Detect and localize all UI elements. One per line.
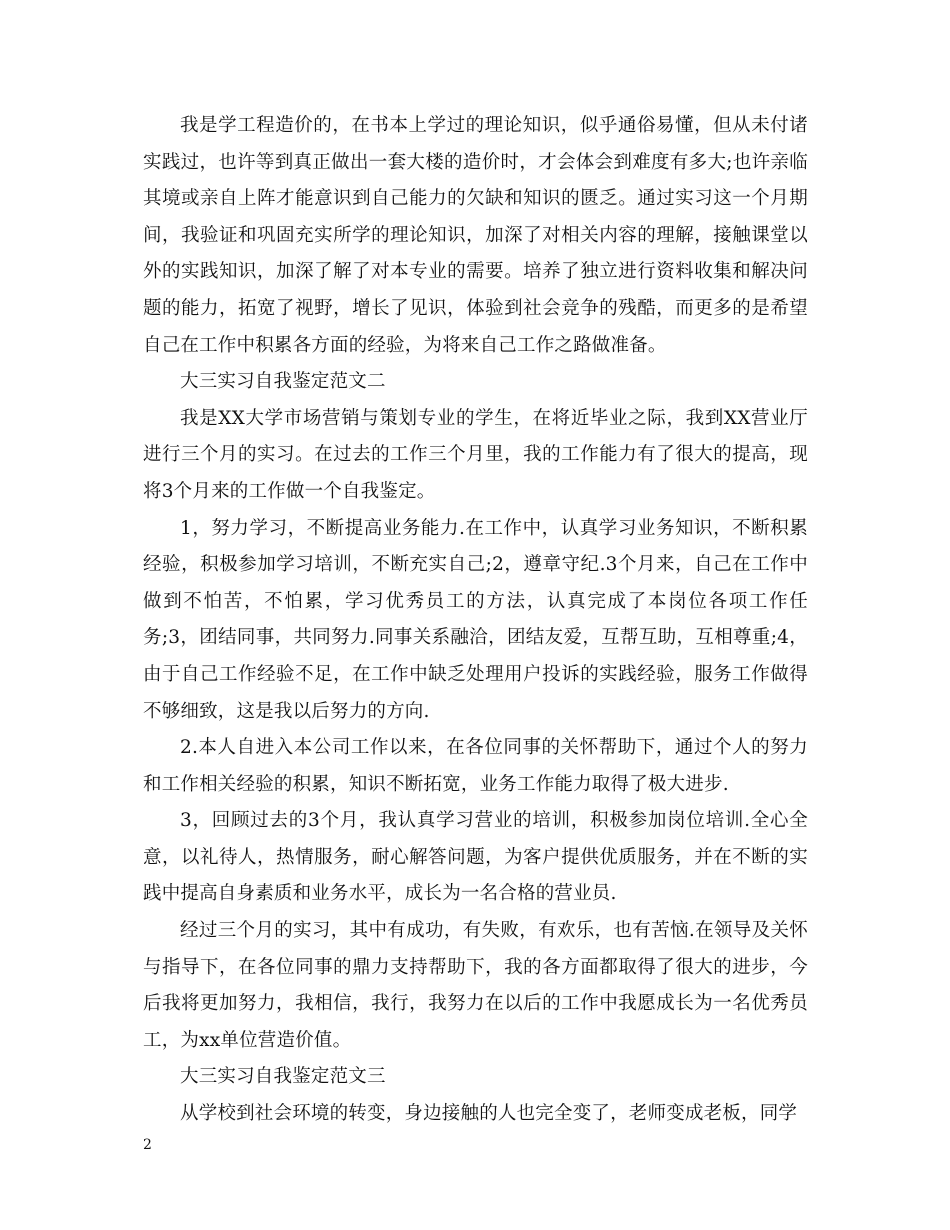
paragraph-point-one: 1，努力学习，不断提高业务能力.在工作中，认真学习业务知识，不断积累经验，积极参加学习培训，不断充实自己;2，遵章守纪.3个月来，自己在工作中做到不怕苦，不怕累，学习优秀员工的方法，认真完成了本岗位各项工作任务;3，团结同事，共同努力.同事关系融洽，团结友爱，互帮互助，互相尊重;4，由于自己工作经验不足，在工作中缺乏处理用户投诉的实践经验，服务工作做得不够细致，这是我以后努力的方向. — [143, 517, 808, 722]
page-number: 2 — [143, 1137, 152, 1153]
paragraph-intro-sample-two: 我是XX大学市场营销与策划专业的学生，在将近毕业之际，我到XX营业厅进行三个月的实习。在过去的工作三个月里，我的工作能力有了很大的提高，现将3个月来的工作做一个自我鉴定。 — [143, 407, 808, 502]
paragraph-intro-sample-three: 从学校到社会环境的转变，身边接触的人也完全变了，老师变成老板，同学 — [180, 1103, 798, 1125]
paragraph-conclusion-sample-two: 经过三个月的实习，其中有成功，有失败，有欢乐，也有苦恼.在领导及关怀与指导下，在各位同事的鼎力支持帮助下，我的各方面都取得了很大的进步，今后我将更加努力，我相信，我行，我努力在以后的工作中我愿成长为一名优秀员工，为xx单位营造价值。 — [143, 920, 808, 1051]
section-heading-sample-three: 大三实习自我鉴定范文三 — [180, 1066, 386, 1088]
document-body — [143, 108, 808, 1133]
section-heading-sample-two: 大三实习自我鉴定范文二 — [180, 371, 386, 393]
paragraph-internship-reflection: 我是学工程造价的，在书本上学过的理论知识，似乎通俗易懂，但从未付诸实践过，也许等到真正做出一套大楼的造价时，才会体会到难度有多大;也许亲临其境或亲自上阵才能意识到自己能力的欠缺和知识的匮乏。通过实习这一个月期间，我验证和巩固充实所学的理论知识，加深了对相关内容的理解，接触课堂以外的实践知识，加深了解了对本专业的需要。培养了独立进行资料收集和解决问题的能力，拓宽了视野，增长了见识，体验到社会竞争的残酷，而更多的是希望自己在工作中积累各方面的经验，为将来自己工作之路做准备。 — [143, 115, 808, 356]
paragraph-point-three: 3，回顾过去的3个月，我认真学习营业的培训，积极参加岗位培训.全心全意，以礼待人，热情服务，耐心解答问题，为客户提供优质服务，并在不断的实践中提高自身素质和业务水平，成长为一名合格的营业员. — [143, 810, 808, 905]
paragraph-point-two: 2.本人自进入本公司工作以来，在各位同事的关怀帮助下，通过个人的努力和工作相关经验的积累，知识不断拓宽，业务工作能力取得了极大进步. — [143, 737, 808, 795]
